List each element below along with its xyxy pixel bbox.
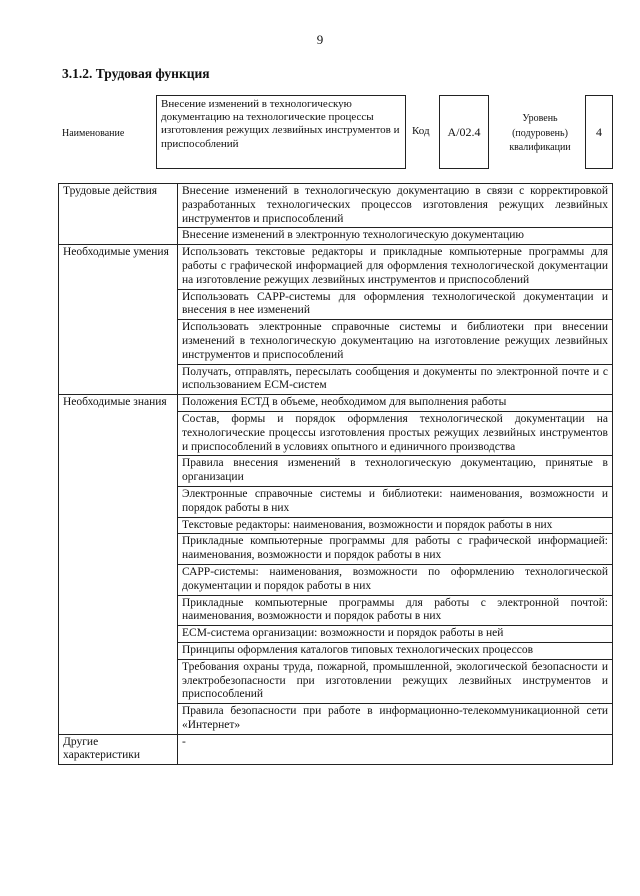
section-title: 3.1.2. Трудовая функция [62,66,210,81]
actions-label: Трудовые действия [59,184,178,245]
skill-item: Использовать текстовые редакторы и прикладные компьютерные программы для работы с графической информацией для оформления технологической документации на изготовление режущих лезвийных инструментов и приспособлений [178,245,613,289]
action-item: Внесение изменений в технологическую документацию в связи с корректировкой разработанных технологических процессов изготовления режущих лезвийных инструментов и приспособлений [178,184,613,228]
skill-item: Получать, отправлять, пересылать сообщения и документы по электронной почте и с использованием ECM-систем [178,364,613,395]
knowledge-item: Прикладные компьютерные программы для работы с электронной почтой: наименования, возможности и порядок работы в них [178,595,613,626]
skill-item: Использовать электронные справочные системы и библиотеки при внесении изменений в технологическую документацию на изготовление режущих лезвийных инструментов и приспособлений [178,320,613,364]
action-item: Внесение изменений в электронную технологическую документацию [178,228,613,245]
level-box: 4 [585,95,613,169]
knowledge-item: Состав, формы и порядок оформления технологической документации на технологические процессы изготовления простых режущих лезвийных инструментов и приспособлений в условиях опытного и единичного производства [178,411,613,455]
other-value: - [178,734,613,765]
function-name-box: Внесение изменений в технологическую документацию на технологические процессы изготовления режущих лезвийных инструментов и приспособлений [156,95,406,169]
knowledge-item: ECM-система организации: возможности и порядок работы в ней [178,626,613,643]
table-row [59,245,613,289]
code-label: Код [412,125,430,137]
knowledge-item: Прикладные компьютерные программы для работы с графической информацией: наименования, возможности и порядок работы в них [178,534,613,565]
knowledge-item: Принципы оформления каталогов типовых технологических процессов [178,642,613,659]
function-table [58,183,613,765]
code-box: A/02.4 [439,95,489,169]
knowledge-item: Правила безопасности при работе в информационно-телекоммуникационной сети «Интернет» [178,704,613,735]
level-label-line-3: квалификации [509,142,571,153]
knowledge-item: Электронные справочные системы и библиотеки: наименования, возможности и порядок работы в них [178,486,613,517]
knowledge-item: Требования охраны труда, пожарной, промышленной, экологической безопасности и электробезопасности при изготовлении режущих лезвийных инструментов и приспособлений [178,659,613,703]
table-row [59,395,613,412]
knowledge-item: Текстовые редакторы: наименования, возможности и порядок работы в них [178,517,613,534]
knowledge-item: Правила внесения изменений в технологическую документацию, принятые в организации [178,456,613,487]
level-label-line-1: Уровень [522,113,558,124]
page-number: 9 [316,32,324,47]
knowledge-item: САРР-системы: наименования, возможности по оформлению технологической документации и порядок работы в них [178,564,613,595]
skills-label: Необходимые умения [59,245,178,395]
table-row [59,184,613,228]
knowledge-label: Необходимые знания [59,395,178,735]
knowledge-item: Положения ЕСТД в объеме, необходимом для выполнения работы [178,395,613,412]
name-label: Наименование [62,128,125,139]
table-row [59,734,613,765]
level-label-line-2: (подуровень) [512,127,568,139]
level-label [500,112,580,156]
skill-item: Использовать САРР-системы для оформления технологической документации и внесения в нее изменений [178,289,613,320]
other-label: Другие характеристики [59,734,178,765]
